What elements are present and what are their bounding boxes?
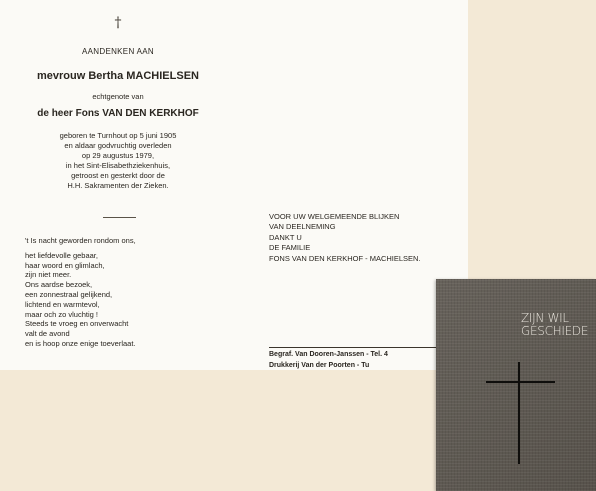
- thanks-line: VOOR UW WELGEMEENDE BLIJKEN: [269, 212, 400, 221]
- poem-line: en is hoop onze enige toeverlaat.: [25, 338, 136, 348]
- thanks-line: DE FAMILIE: [269, 243, 311, 253]
- cross-icon: †: [114, 15, 122, 31]
- biography: [0, 131, 236, 191]
- thanks-line: DANKT U: [269, 232, 302, 242]
- bio-line: op 29 augustus 1979,: [81, 151, 155, 160]
- poem-line: lichtend en warmtevol,: [25, 299, 100, 309]
- poem-line: een zonnestraal gelijkend,: [25, 289, 113, 299]
- bio-line: H.H. Sakramenten der Zieken.: [67, 181, 169, 190]
- cover-cross-icon: [518, 362, 520, 464]
- poem-line: maar och zo vluchtig !: [25, 309, 98, 319]
- card-cover: [436, 279, 596, 491]
- deceased-name: mevrouw Bertha MACHIELSEN: [37, 70, 199, 82]
- spouse-name: de heer Fons VAN DEN KERKHOF: [37, 108, 199, 119]
- poem-line: haar woord en glimlach,: [25, 260, 105, 270]
- poem-line: 't Is nacht geworden rondom ons,: [25, 236, 136, 245]
- cover-title-line: ZIJN WIL: [521, 311, 569, 325]
- poem-line: het liefdevolle gebaar,: [25, 250, 98, 260]
- footer-line: Drukkerij Van der Poorten - Tu: [269, 362, 370, 369]
- cover-title-line: GESCHIEDE: [521, 324, 589, 338]
- bio-line: geboren te Turnhout op 5 juni 1905: [59, 131, 177, 140]
- thanks-line: VAN DEELNEMING: [269, 222, 336, 232]
- poem: [25, 236, 136, 349]
- poem-line: valt de avond: [25, 329, 70, 339]
- thanks-message: [269, 212, 421, 264]
- footer-rule: [269, 347, 437, 348]
- poem-line: Ons aardse bezoek,: [25, 280, 93, 290]
- poem-line: Steeds te vroeg en onverwacht: [25, 319, 129, 329]
- cover-cross-bar: [486, 381, 555, 383]
- divider-line: [103, 217, 136, 218]
- card-left-page: [0, 0, 262, 370]
- spouse-label: echtgenote van: [92, 92, 144, 101]
- thanks-line: FONS VAN DEN KERKHOF - MACHIELSEN.: [269, 253, 421, 263]
- printer-footer: [269, 349, 388, 371]
- bio-line: getroost en gesterkt door de: [71, 171, 165, 180]
- bio-line: in het Sint-Elisabethziekenhuis,: [65, 161, 171, 170]
- card-heading: AANDENKEN AAN: [82, 47, 154, 56]
- bio-line: en aldaar godvruchtig overleden: [64, 141, 172, 150]
- cover-title: [521, 312, 588, 338]
- poem-line: zijn niet meer.: [25, 270, 72, 280]
- footer-line: Begraf. Van Dooren-Janssen - Tel. 4: [269, 351, 388, 358]
